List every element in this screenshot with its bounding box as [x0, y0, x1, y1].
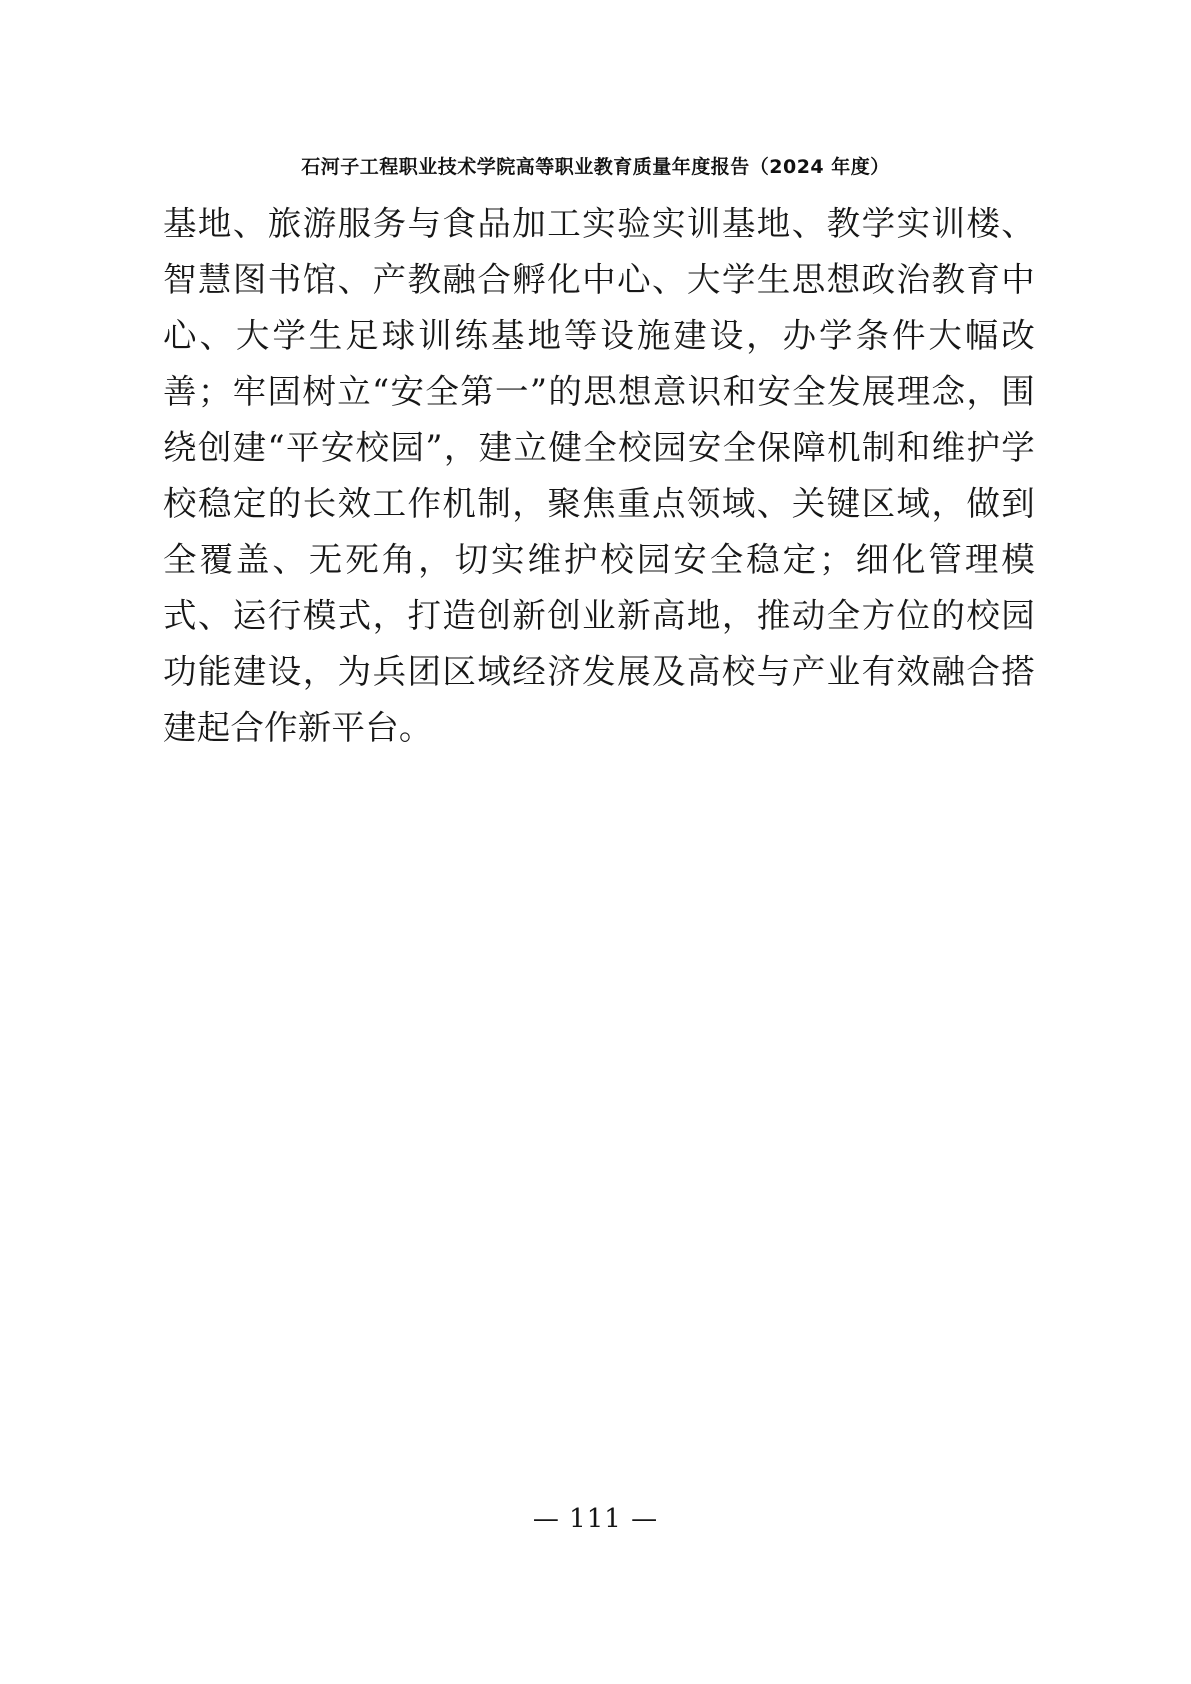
- body-content: [163, 196, 1035, 756]
- page-number: — 111 —: [532, 1504, 659, 1534]
- body-paragraph: 基地、旅游服务与食品加工实验实训基地、教学实训楼、智慧图书馆、产教融合孵化中心、大学生思想政治教育中心、大学生足球训练基地等设施建设，办学条件大幅改善；牢固树立“安全第一”的思想意识和安全发展理念，围绕创建“平安校园”，建立健全校园安全保障机制和维护学校稳定的长效工作机制，聚焦重点领域、关键区域，做到全覆盖、无死角，切实维护校园安全稳定；细化管理模式、运行模式，打造创新创业新高地，推动全方位的校园功能建设，为兵团区域经济发展及高校与产业有效融合搭建起合作新平台。: [163, 204, 1035, 747]
- running-header: 石河子工程职业技术学院高等职业教育质量年度报告（2024 年度）: [301, 156, 890, 178]
